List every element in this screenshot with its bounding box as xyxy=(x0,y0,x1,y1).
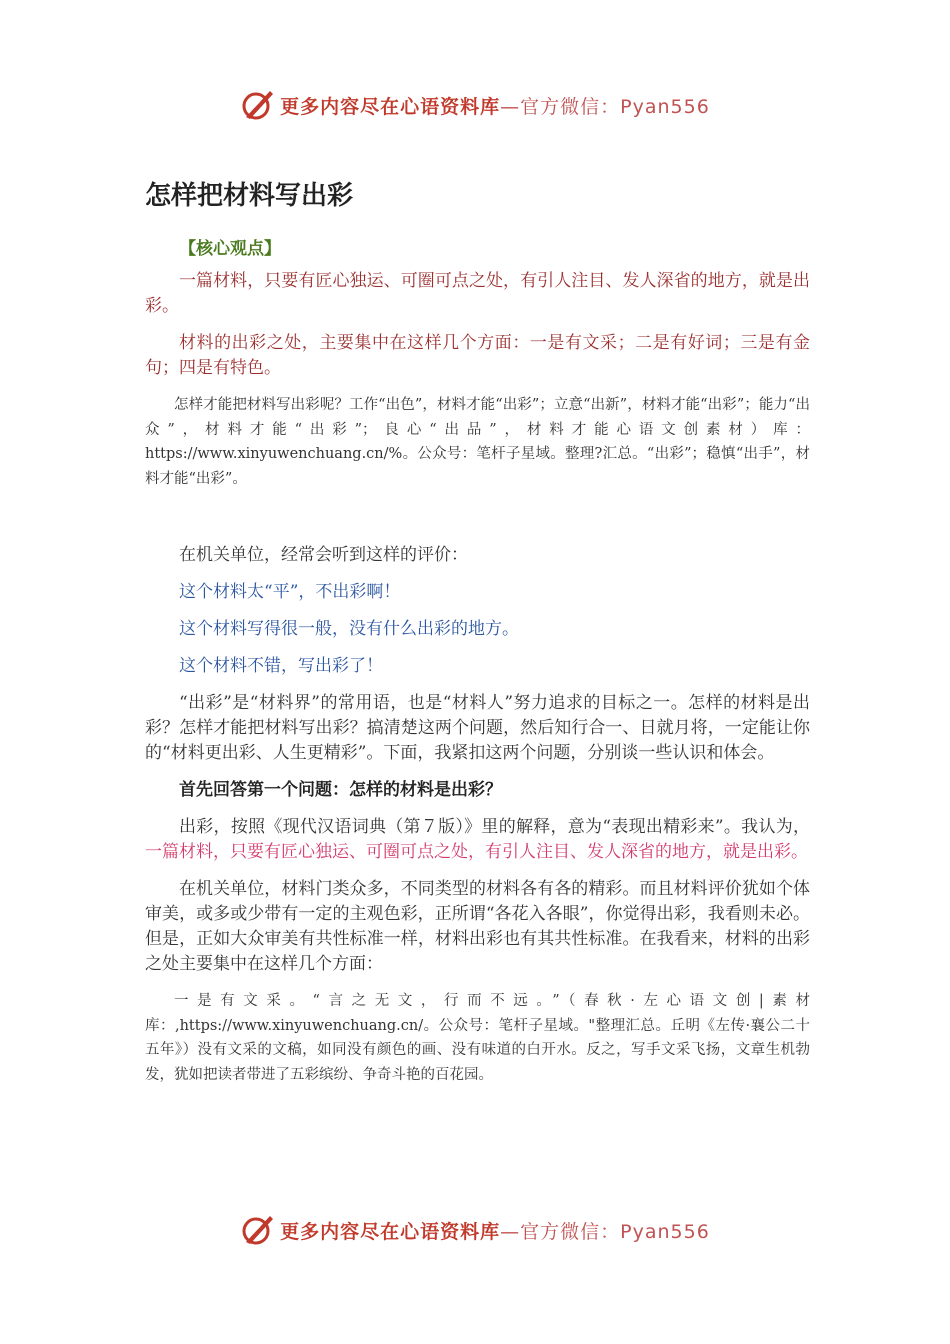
footer-banner xyxy=(0,1210,950,1250)
quote-2: 这个材料写得很一般，没有什么出彩的地方。 xyxy=(179,619,519,639)
quill-logo-icon xyxy=(240,1212,276,1248)
header-banner xyxy=(0,85,950,125)
intro-paragraph: 怎样才能把材料写出彩呢？工作“出色”，材料才能“出彩”；立意“出新”，材料才能“出彩”；能力“出众”，材料才能“出彩”；良心“出品”，材料才能心语文创素材）库：https://www.xinyuwenchuang.cn/%。公众号：笔杆子星域。整理?汇总。“出彩”；稳慎“出手”，材料才能“出彩”。 xyxy=(145,397,810,487)
body-paragraph-2 xyxy=(145,815,810,865)
quill-logo-icon xyxy=(240,87,276,123)
body-paragraph-4: 一是有文采。“言之无文，行而不远。”（春秋·左心语文创|素材库：,https://www.xinyuwenchuang.cn/。公众号：笔杆子星域。"整理汇总。丘明《左传·襄公二十五年》）没有文采的文稿，如同没有颜色的画、没有味道的白开水。反之，写手文采飞扬，文章生机勃发，犹如把读者带进了五彩缤纷、争奇斗艳的百花园。 xyxy=(145,993,810,1083)
banner-main-text: 更多内容尽在心语资料库 xyxy=(280,1220,501,1243)
body-paragraph-1: “出彩”是“材料界”的常用语，也是“材料人”努力追求的目标之一。怎样的材料是出彩？怎样才能把材料写出彩？搞清楚这两个问题，然后知行合一、日就月将，一定能让你的“材料更出彩、人生更精彩”。下面，我紧扣这两个问题，分别谈一些认识和体会。 xyxy=(145,693,810,763)
banner-main-text: 更多内容尽在心语资料库 xyxy=(280,95,501,118)
core-viewpoint-tag: 【核心观点】 xyxy=(179,239,281,259)
core-paragraph-2: 材料的出彩之处，主要集中在这样几个方面：一是有文采；二是有好词；三是有金句；四是有特色。 xyxy=(145,333,810,378)
article xyxy=(145,175,810,1099)
banner-sub-text: —官方微信：Pyan556 xyxy=(500,1220,710,1243)
body-paragraph-3: 在机关单位，材料门类众多，不同类型的材料各有各的精彩。而且材料评价犹如个体审美，或多或少带有一定的主观色彩，正所谓“各花入各眼”，你觉得出彩，我看则未必。但是，正如大众审美有共性标准一样，材料出彩也有其共性标准。在我看来，材料的出彩之处主要集中在这样几个方面： xyxy=(145,879,810,974)
core-paragraph-1: 一篇材料，只要有匠心独运、可圈可点之处，有引人注目、发人深省的地方，就是出彩。 xyxy=(145,271,810,316)
banner-sub-text: —官方微信：Pyan556 xyxy=(500,95,710,118)
quote-1: 这个材料太“平”，不出彩啊！ xyxy=(179,582,401,602)
spacer xyxy=(145,503,810,543)
definition-lead: 出彩，按照《现代汉语词典（第７版）》里的解释，意为“表现出精彩来”。我认为， xyxy=(179,817,810,837)
quote-3: 这个材料不错，写出彩了！ xyxy=(179,656,383,676)
section-heading: 首先回答第一个问题：怎样的材料是出彩？ xyxy=(179,780,502,800)
definition-highlight: 一篇材料，只要有匠心独运、可圈可点之处，有引人注目、发人深省的地方，就是出彩。 xyxy=(145,842,808,862)
evaluation-intro: 在机关单位，经常会听到这样的评价： xyxy=(179,545,468,565)
article-title: 怎样把材料写出彩 xyxy=(145,181,354,211)
